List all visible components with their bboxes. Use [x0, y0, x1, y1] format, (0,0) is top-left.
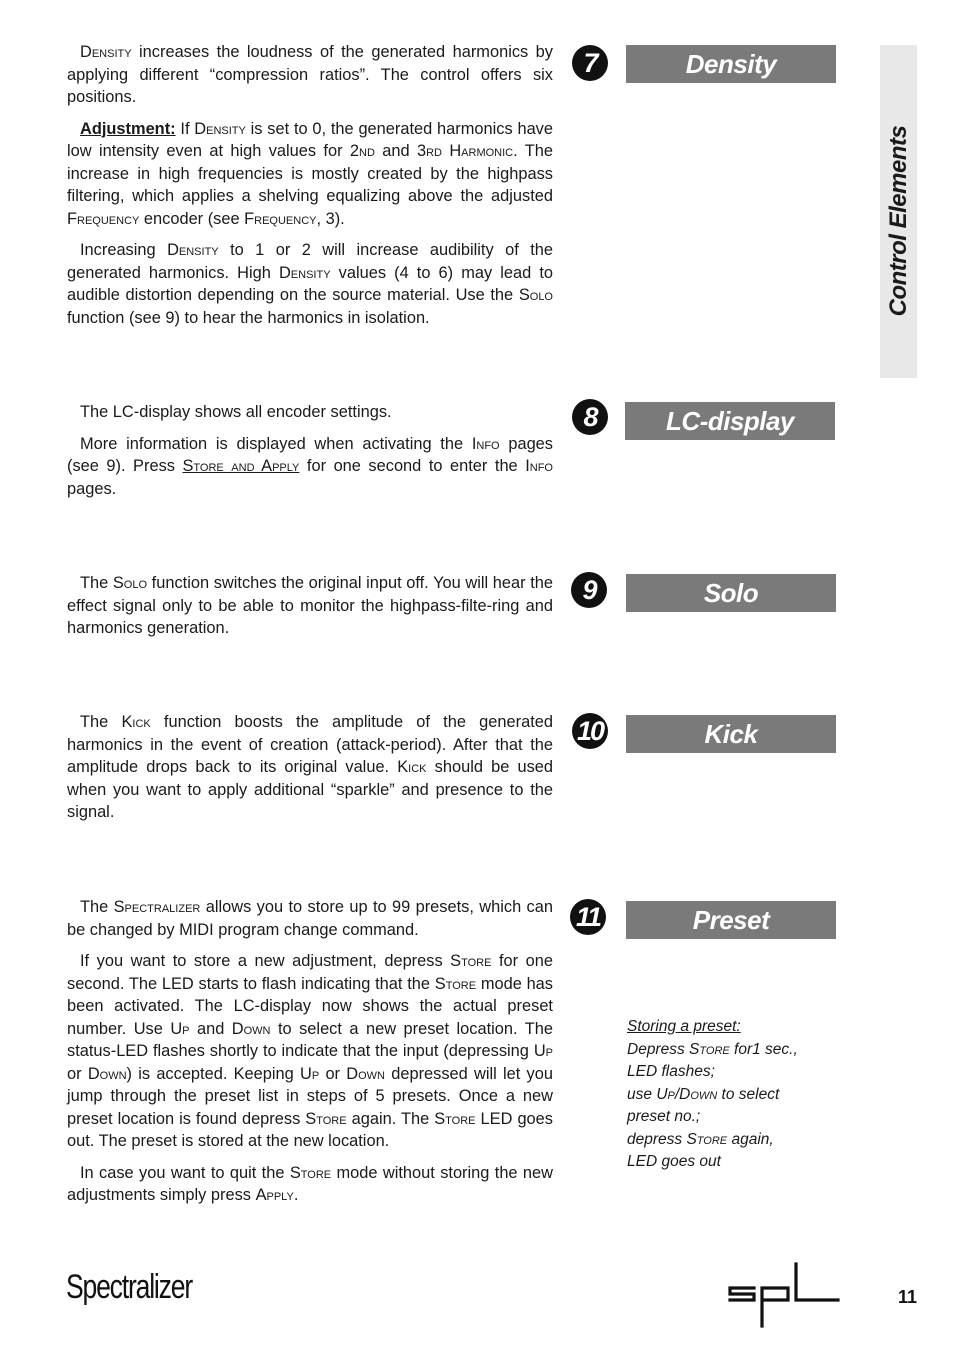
section-number-badge: 11	[570, 899, 606, 935]
kick-heading: Kick	[626, 715, 836, 753]
density-section	[67, 41, 553, 338]
section-number-badge: 8	[572, 399, 608, 435]
preset-paragraph-1: The Spectralizer allows you to store up to 99 presets, which can be changed by MIDI program change command.	[67, 898, 553, 939]
adjustment-label: Adjustment:	[80, 119, 176, 138]
lcdisplay-heading: LC-display	[625, 402, 835, 440]
lcdisplay-paragraph-1: The LC-display shows all encoder settings.	[80, 403, 392, 421]
page-number: 11	[898, 1287, 918, 1307]
side-note-line: LED goes out	[627, 1153, 721, 1170]
side-note-line: LED flashes;	[627, 1063, 715, 1080]
solo-paragraph-1: The Solo function switches the original input off. You will hear the effect signal only to be able to monitor the highpass-filte-ring and harmonics generation.	[67, 574, 553, 637]
side-tab-label: Control Elements	[884, 125, 912, 317]
density-paragraph-2: Adjustment: If Density is set to 0, the generated harmonics have low intensity even at high values for 2nd and 3rd Harmonic. The increase in high frequencies is mostly created by the highpass filtering, which applies a shelving equalizing above the adjusted Frequency encoder (see Frequency, 3).	[67, 119, 553, 228]
kick-paragraph-1: The Kick function boosts the amplitude of the generated harmonics in the event of creation (attack-period). After that the amplitude drops back to its original value. Kick should be used when you want to apply additional “sparkle” and presence to the signal.	[67, 713, 553, 821]
density-paragraph-3: Increasing Density to 1 or 2 will increase audibility of the generated harmonics. High Density values (4 to 6) may lead to audible distortion depending on the source material. Use the Solo function (see 9) to hear the harmonics in isolation.	[67, 241, 553, 327]
solo-heading: Solo	[626, 574, 836, 612]
side-note-line: depress Store again,	[627, 1130, 774, 1148]
section-number-badge: 10	[572, 713, 608, 749]
section-number-badge: 9	[571, 572, 607, 608]
brand-name: Spectralizer	[66, 1268, 192, 1306]
density-paragraph-1: Density increases the loudness of the generated harmonics by applying different “compression ratios”. The control offers six positions.	[67, 43, 553, 106]
solo-section	[67, 572, 553, 649]
kick-section	[67, 711, 553, 833]
lcdisplay-paragraph-2: More information is displayed when activating the Info pages (see 9). Press Store and Apply for one second to enter the Info pages.	[67, 434, 553, 498]
preset-section	[67, 896, 553, 1216]
storing-preset-note	[627, 1016, 837, 1174]
side-note-title: Storing a preset:	[627, 1018, 741, 1035]
preset-paragraph-3: In case you want to quit the Store mode without storing the new adjustments simply press Apply.	[67, 1163, 553, 1204]
side-note-line: preset no.;	[627, 1108, 701, 1125]
spl-logo	[728, 1262, 842, 1332]
lcdisplay-section	[67, 401, 553, 509]
side-tab	[880, 45, 917, 378]
preset-heading: Preset	[626, 901, 836, 939]
section-number-badge: 7	[572, 45, 608, 81]
preset-paragraph-2: If you want to store a new adjustment, depress Store for one second. The LED starts to flash indicating that the Store mode has been activated. The LC-display now shows the actual preset number. Use Up and Down to select a new preset location. The status-LED flashes shortly to indicate that the input (depressing Up or Down) is accepted. Keeping Up or Down depressed will let you jump through the preset list in steps of 5 presets. Once a new preset location is found depress Store again. The Store LED goes out. The preset is stored at the new location.	[67, 952, 553, 1150]
density-heading: Density	[626, 45, 836, 83]
side-note-line: Depress Store for1 sec.,	[627, 1040, 798, 1058]
side-note-line: use Up/Down to select	[627, 1085, 780, 1103]
